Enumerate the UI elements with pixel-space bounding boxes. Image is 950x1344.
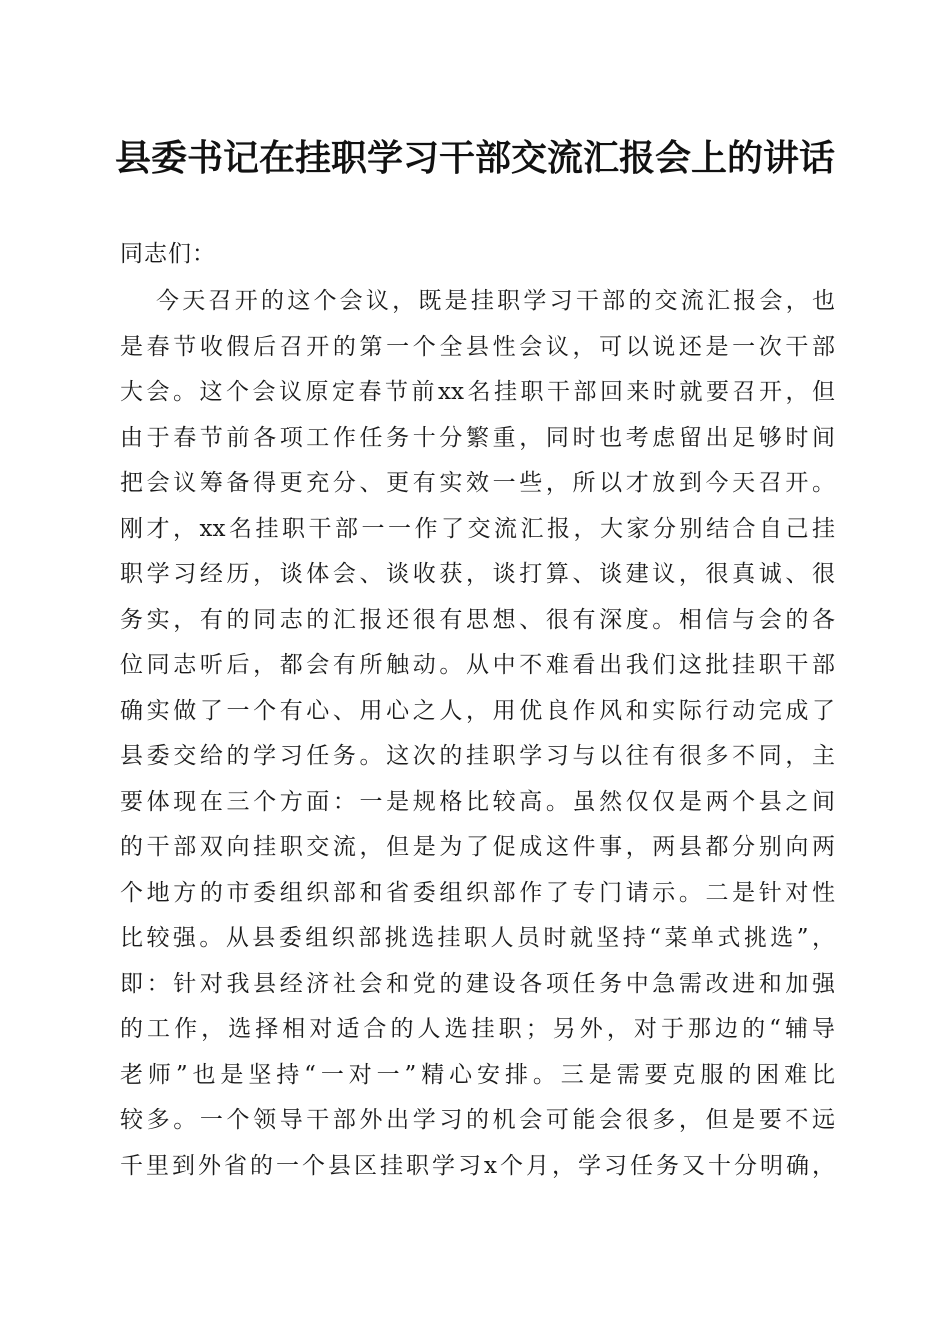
- body-line: 大会。这个会议原定春节前xx名挂职干部回来时就要召开，但: [120, 379, 835, 405]
- body-line: 是春节收假后召开的第一个全县性会议，可以说还是一次干部: [120, 333, 835, 360]
- body-line: 的干部双向挂职交流，但是为了促成这件事，两县都分别向两: [120, 834, 835, 860]
- body-line: 务实，有的同志的汇报还很有思想、很有深度。相信与会的各: [120, 606, 835, 633]
- body-line: 的工作，选择相对适合的人选挂职；另外，对于那边的“辅导: [120, 1016, 835, 1042]
- body-line: 由于春节前各项工作任务十分繁重，同时也考虑留出足够时间: [120, 424, 835, 451]
- body-line: 确实做了一个有心、用心之人，用优良作风和实际行动完成了: [120, 697, 835, 724]
- document-title: 县委书记在挂职学习干部交流汇报会上的讲话: [114, 137, 835, 179]
- body-line: 今天召开的这个会议，既是挂职学习干部的交流汇报会，也: [156, 288, 835, 314]
- body-line: 个地方的市委组织部和省委组织部作了专门请示。二是针对性: [120, 879, 835, 906]
- body-line: 比较强。从县委组织部挑选挂职人员时就坚持“菜单式挑选”，: [120, 925, 835, 951]
- body-line: 职学习经历，谈体会、谈收获，谈打算、谈建议，很真诚、很: [120, 561, 835, 587]
- body-line: 即：针对我县经济社会和党的建设各项任务中急需改进和加强: [120, 970, 835, 997]
- body-text: [120, 279, 835, 1189]
- salutation: 同志们：: [120, 241, 216, 267]
- body-line: 把会议筹备得更充分、更有实效一些，所以才放到今天召开。: [120, 470, 835, 496]
- body-line: 刚才，xx名挂职干部一一作了交流汇报，大家分别结合自己挂: [120, 515, 835, 542]
- body-line: 老师”也是坚持“一对一”精心安排。三是需要克服的困难比: [120, 1061, 835, 1088]
- body-line: 千里到外省的一个县区挂职学习x个月，学习任务又十分明确，: [120, 1152, 835, 1179]
- body-line: 较多。一个领导干部外出学习的机会可能会很多，但是要不远: [120, 1107, 835, 1133]
- body-line: 位同志听后，都会有所触动。从中不难看出我们这批挂职干部: [120, 652, 835, 678]
- body-line: 县委交给的学习任务。这次的挂职学习与以往有很多不同，主: [120, 743, 835, 769]
- body-line: 要体现在三个方面：一是规格比较高。虽然仅仅是两个县之间: [120, 788, 835, 815]
